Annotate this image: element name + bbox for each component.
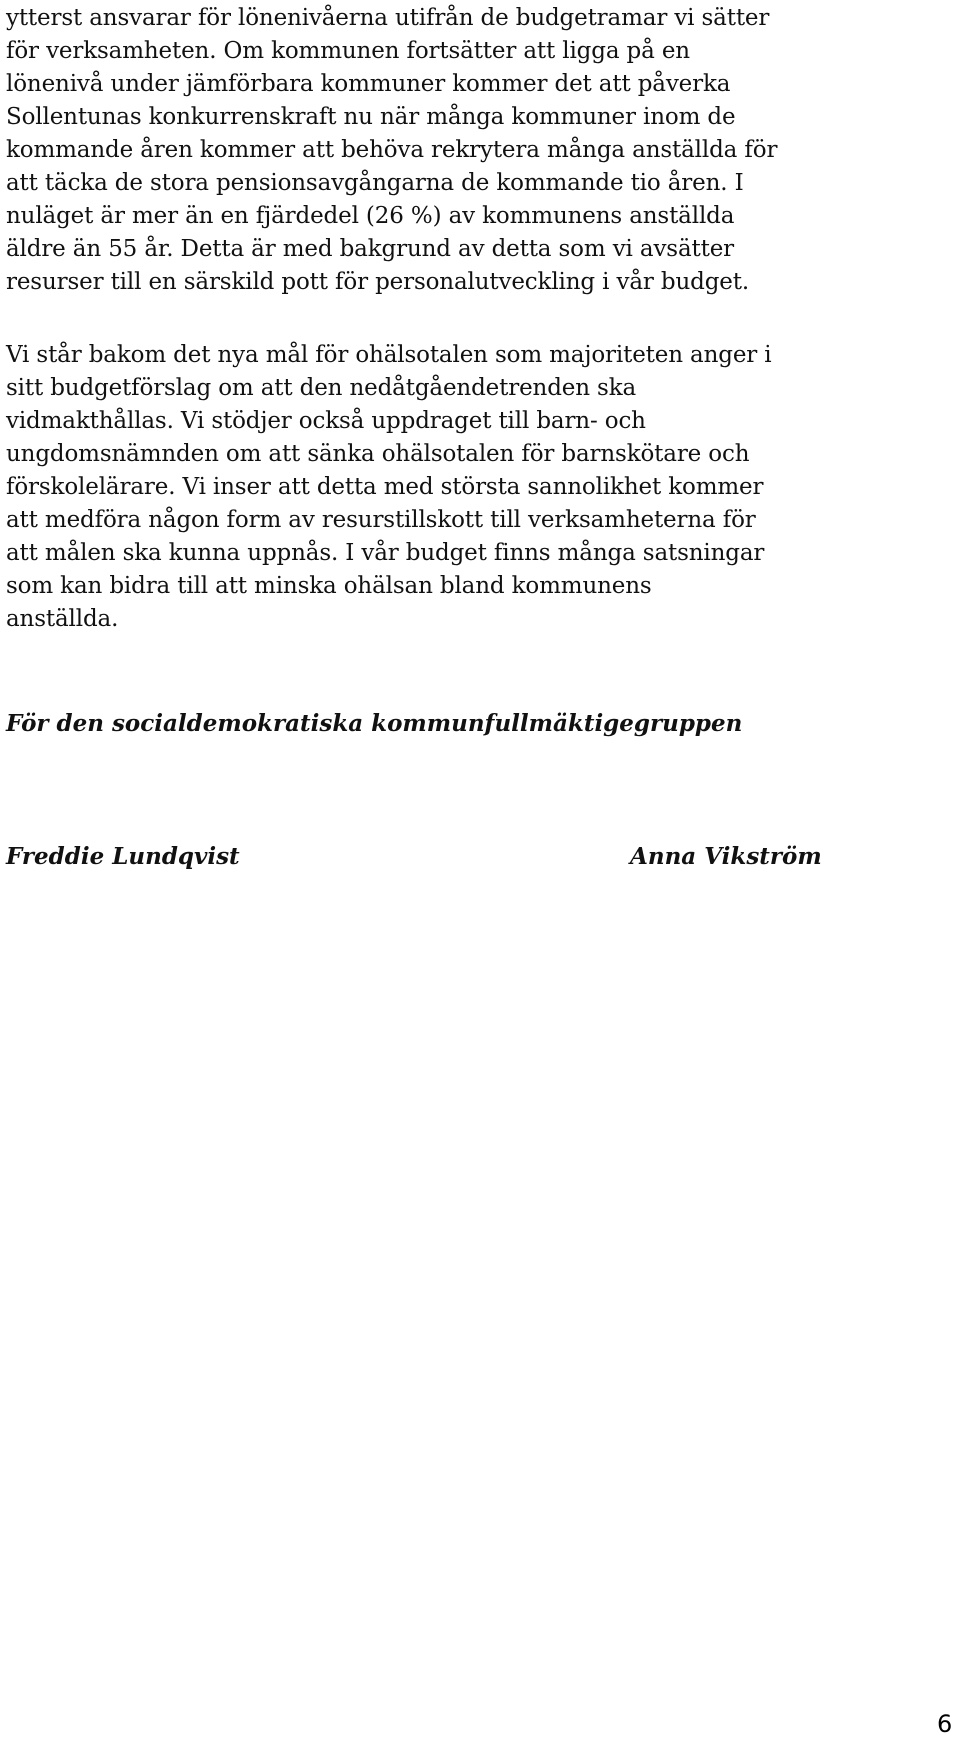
text-line: att täcka de stora pensionsavgångarna de kommande tio åren. I	[6, 170, 744, 196]
page-number: 6	[937, 1710, 953, 1738]
text-line: sitt budgetförslag om att den nedåtgåendetrenden ska	[6, 375, 637, 401]
text-line: nuläget är mer än en fjärdedel (26 %) av kommunens anställda	[6, 203, 735, 229]
text-line: vidmakthållas. Vi stödjer också uppdraget till barn- och	[6, 408, 646, 434]
text-line: ytterst ansvarar för lönenivåerna utifrån de budgetramar vi sätter	[6, 5, 770, 31]
text-line: som kan bidra till att minska ohälsan bland kommunens	[6, 573, 652, 599]
text-line: för verksamheten. Om kommunen fortsätter att ligga på en	[6, 38, 690, 64]
text-line: äldre än 55 år. Detta är med bakgrund av detta som vi avsätter	[6, 236, 735, 262]
signature-name: Freddie Lundqvist	[6, 843, 240, 870]
text-line: resurser till en särskild pott för personalutveckling i vår budget.	[6, 269, 749, 295]
text-line: anställda.	[6, 606, 119, 632]
text-line: Vi står bakom det nya mål för ohälsotalen som majoriteten anger i	[6, 342, 772, 368]
text-line: att medföra någon form av resurstillskott till verksamheterna för	[6, 507, 756, 533]
text-line: ungdomsnämnden om att sänka ohälsotalen för barnskötare och	[6, 441, 750, 467]
signature-name: Anna Vikström	[630, 843, 822, 870]
closing-heading: För den socialdemokratiska kommunfullmäktigegruppen	[6, 710, 743, 737]
text-line: kommande åren kommer att behöva rekrytera många anställda för	[6, 137, 778, 163]
text-line: att målen ska kunna uppnås. I vår budget finns många satsningar	[6, 540, 765, 566]
text-line: förskolelärare. Vi inser att detta med största sannolikhet kommer	[6, 474, 764, 500]
text-line: lönenivå under jämförbara kommuner kommer det att påverka	[6, 71, 731, 97]
text-line: Sollentunas konkurrenskraft nu när många kommuner inom de	[6, 104, 736, 130]
